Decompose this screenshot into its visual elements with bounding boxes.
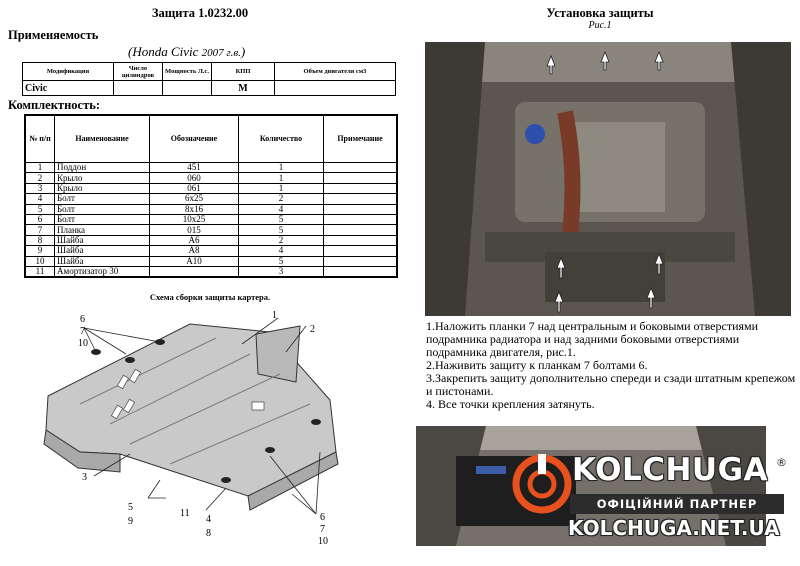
instruction-step-1: 1.Наложить планки 7 над центральным и боковыми отверстиями подрамника радиатора и над задними боковыми отверстиями подрамника двигателя, рис.1. bbox=[426, 319, 759, 359]
diagram-label-6-bottom: 6 bbox=[320, 512, 325, 523]
parts-table-header bbox=[25, 115, 397, 163]
spec-header-engine-volume: Объем двигателя см3 bbox=[275, 63, 396, 81]
parts-cell-name: Шайба bbox=[55, 256, 150, 266]
parts-cell-number: 9 bbox=[25, 246, 55, 256]
applicability-heading: Применяемость bbox=[8, 28, 99, 42]
installation-instructions bbox=[426, 320, 796, 411]
registered-mark: ® bbox=[776, 456, 787, 469]
skid-plate-side-wing bbox=[256, 326, 300, 382]
parts-header-designation: Обозначение bbox=[150, 115, 239, 163]
parts-cell-name: Болт bbox=[55, 194, 150, 204]
parts-cell-name: Болт bbox=[55, 204, 150, 214]
parts-cell-designation: А6 bbox=[150, 235, 239, 245]
brand-watermark bbox=[510, 452, 790, 548]
parts-cell-designation: 6x25 bbox=[150, 194, 239, 204]
parts-cell-name: Амортизатор 30 bbox=[55, 266, 150, 277]
diagram-label-3: 3 bbox=[82, 472, 87, 483]
spec-header-modification: Модификация bbox=[23, 63, 114, 81]
parts-cell-quantity: 1 bbox=[239, 173, 324, 183]
spec-cell-gearbox: M bbox=[212, 81, 275, 96]
spec-table bbox=[22, 62, 396, 96]
parts-cell-designation: А10 bbox=[150, 256, 239, 266]
diagram-label-5: 5 bbox=[128, 502, 133, 513]
parts-cell-quantity: 5 bbox=[239, 225, 324, 235]
parts-cell-quantity: 1 bbox=[239, 183, 324, 193]
table-row bbox=[25, 194, 397, 204]
installation-photo bbox=[425, 42, 791, 316]
kit-heading: Комплектность: bbox=[8, 98, 100, 112]
parts-cell-designation: 061 bbox=[150, 183, 239, 193]
brand-website: KOLCHUGA.NET.UA bbox=[568, 516, 780, 540]
parts-cell-name: Крыло bbox=[55, 183, 150, 193]
parts-header-number: № п/п bbox=[25, 115, 55, 163]
spec-table-row bbox=[23, 81, 396, 96]
diagram-label-7-top: 7 bbox=[80, 326, 85, 337]
diagram-label-10-bottom: 10 bbox=[318, 536, 328, 547]
table-row bbox=[25, 235, 397, 245]
diagram-label-4: 4 bbox=[206, 514, 211, 525]
table-row bbox=[25, 214, 397, 224]
parts-cell-name: Крыло bbox=[55, 173, 150, 183]
document-title: Защита 1.0232.00 bbox=[151, 6, 249, 20]
parts-cell-number: 6 bbox=[25, 214, 55, 224]
parts-cell-designation: А8 bbox=[150, 246, 239, 256]
parts-cell-note bbox=[324, 183, 398, 193]
figure-caption: Рис.1 bbox=[588, 20, 612, 31]
diagram-label-9: 9 bbox=[128, 516, 133, 527]
parts-cell-designation: 015 bbox=[150, 225, 239, 235]
parts-cell-designation bbox=[150, 266, 239, 277]
parts-cell-number: 11 bbox=[25, 266, 55, 277]
spec-header-cylinders: Число цилиндров bbox=[114, 63, 163, 81]
scheme-caption: Схема сборки защиты картера. bbox=[149, 292, 271, 302]
parts-cell-number: 10 bbox=[25, 256, 55, 266]
parts-cell-note bbox=[324, 225, 398, 235]
brand-name: KOLCHUGA bbox=[572, 452, 769, 488]
parts-cell-quantity: 2 bbox=[239, 235, 324, 245]
table-row bbox=[25, 225, 397, 235]
parts-cell-name: Болт bbox=[55, 214, 150, 224]
diagram-label-2: 2 bbox=[310, 324, 315, 335]
parts-cell-quantity: 4 bbox=[239, 246, 324, 256]
table-row bbox=[25, 246, 397, 256]
assembly-diagram bbox=[20, 304, 350, 548]
diagram-label-10-top: 10 bbox=[78, 338, 88, 349]
parts-cell-note bbox=[324, 204, 398, 214]
table-row bbox=[25, 256, 397, 266]
parts-cell-note bbox=[324, 163, 398, 173]
spec-cell-modification: Civic bbox=[23, 81, 114, 96]
parts-cell-number: 2 bbox=[25, 173, 55, 183]
installation-title: Установка защиты bbox=[546, 6, 654, 20]
parts-cell-name: Поддон bbox=[55, 163, 150, 173]
parts-cell-number: 1 bbox=[25, 163, 55, 173]
parts-header-name: Наименование bbox=[55, 115, 150, 163]
parts-header-quantity: Количество bbox=[239, 115, 324, 163]
parts-cell-note bbox=[324, 266, 398, 277]
parts-cell-number: 5 bbox=[25, 204, 55, 214]
spec-cell-power bbox=[163, 81, 212, 96]
table-row bbox=[25, 183, 397, 193]
vehicle-model-name: Honda Civic bbox=[132, 44, 199, 59]
parts-cell-number: 4 bbox=[25, 194, 55, 204]
parts-cell-note bbox=[324, 235, 398, 245]
parts-cell-note bbox=[324, 173, 398, 183]
parts-header-note: Примечание bbox=[324, 115, 398, 163]
parts-cell-quantity: 4 bbox=[239, 204, 324, 214]
spec-table-header bbox=[23, 63, 396, 81]
parts-cell-name: Планка bbox=[55, 225, 150, 235]
instruction-step-3: 3.Закрепить защиту дополнительно спереди и сзади штатным крепежом и пистонами. bbox=[426, 371, 796, 398]
table-row bbox=[25, 173, 397, 183]
parts-cell-designation: 451 bbox=[150, 163, 239, 173]
parts-cell-quantity: 3 bbox=[239, 266, 324, 277]
table-row bbox=[25, 266, 397, 277]
instruction-step-2: 2.Наживить защиту к планкам 7 болтами 6. bbox=[426, 358, 648, 372]
parts-cell-note bbox=[324, 256, 398, 266]
parts-table bbox=[24, 114, 398, 278]
spec-cell-engine-volume bbox=[275, 81, 396, 96]
parts-cell-designation: 10x25 bbox=[150, 214, 239, 224]
parts-cell-quantity: 5 bbox=[239, 256, 324, 266]
parts-cell-number: 3 bbox=[25, 183, 55, 193]
parts-cell-quantity: 5 bbox=[239, 214, 324, 224]
spec-header-gearbox: КПП bbox=[212, 63, 275, 81]
parts-cell-number: 8 bbox=[25, 235, 55, 245]
parts-cell-name: Шайба bbox=[55, 235, 150, 245]
table-row bbox=[25, 163, 397, 173]
table-row bbox=[25, 204, 397, 214]
diagram-label-6-top: 6 bbox=[80, 314, 85, 325]
parts-table-body bbox=[25, 163, 397, 278]
diagram-label-11: 11 bbox=[180, 508, 190, 519]
diagram-label-1: 1 bbox=[272, 310, 277, 321]
parts-cell-name: Шайба bbox=[55, 246, 150, 256]
parts-cell-note bbox=[324, 214, 398, 224]
parts-cell-number: 7 bbox=[25, 225, 55, 235]
parts-cell-quantity: 2 bbox=[239, 194, 324, 204]
vehicle-model: (Honda Civic 2007 г.в.) bbox=[128, 44, 246, 59]
parts-cell-quantity: 1 bbox=[239, 163, 324, 173]
parts-cell-note bbox=[324, 246, 398, 256]
spec-cell-cylinders bbox=[114, 81, 163, 96]
vehicle-years: 2007 г.в. bbox=[201, 47, 241, 59]
kolchuga-logo-icon bbox=[512, 454, 572, 514]
spec-header-power: Мощность Л.с. bbox=[163, 63, 212, 81]
parts-cell-designation: 060 bbox=[150, 173, 239, 183]
diagram-label-8: 8 bbox=[206, 528, 211, 539]
diagram-label-7-bottom: 7 bbox=[320, 524, 325, 535]
parts-cell-note bbox=[324, 194, 398, 204]
brand-partner-banner: ОФІЦІЙНИЙ ПАРТНЕР bbox=[570, 494, 784, 514]
instruction-step-4: 4. Все точки крепления затянуть. bbox=[426, 397, 595, 411]
parts-cell-designation: 8x16 bbox=[150, 204, 239, 214]
